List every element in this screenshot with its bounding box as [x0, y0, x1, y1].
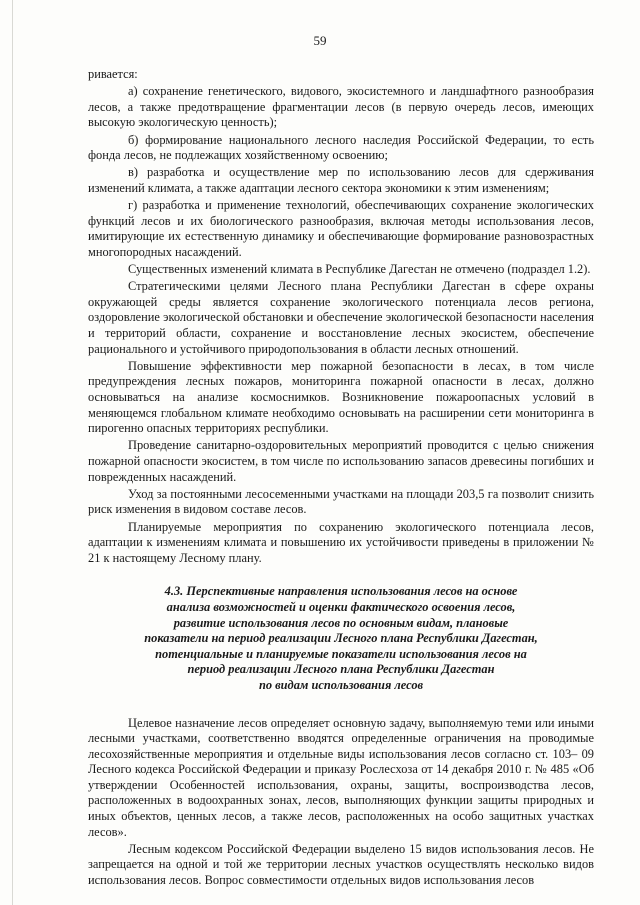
section-heading: [88, 584, 594, 693]
section-heading-line: анализа возможностей и оценки фактического освоения лесов,: [166, 599, 516, 614]
section-heading-line: период реализации Лесного плана Республики Дагестан: [187, 662, 495, 677]
paragraph: Повышение эффективности мер пожарной безопасности в лесах, в том числе предупреждения лесных пожаров, мониторинга пожарной опасности в лесах, должно основываться на анализе космоснимков. Возникновение пожароопасных условий в меняющемся глобальном климате необходимо основывать на расширении сети мониторинга в пирогенно опасных территориях республики.: [88, 358, 594, 436]
page-number: 59: [313, 33, 327, 48]
paragraph: а) сохранение генетического, видового, экосистемного и ландшафтного разнообразия лесов, а также предотвращение фрагментации лесов (в первую очередь лесов, имеющих высокую экологическую ценность);: [88, 84, 594, 130]
section-heading-line: 4.3. Перспективные направления использования лесов на основе: [164, 584, 518, 599]
document-body: [88, 67, 594, 890]
paragraph: Стратегическими целями Лесного плана Республики Дагестан в сфере охраны окружающей среды является сохранение экологического потенциала лесов региона, оздоровление экологической обстановки и обеспечение экологической безопасности населения и территорий области, сохранение и восстановление лесных экосистем, обеспечение рационального и устойчивого природопользования в области лесных отношений.: [88, 279, 594, 356]
paragraph: Целевое назначение лесов определяет основную задачу, выполняемую теми или иными лесными участками, соответственно вводятся определенные ограничения на проводимые лесохозяйственные мероприятия и отдельные виды использования лесов согласно ст. 103– 09 Лесного кодекса Российской Федерации и приказу Рослесхоза от 14 декабря 2010 г. № 485 «Об утверждении Особенностей использования, охраны, защиты, воспроизводства лесов, расположенных в водоохранных зонах, лесов, выполняющих функции защиты природных и иных объектов, ценных лесов, а также лесов, расположенных на особо защитных участках лесов».: [88, 715, 594, 839]
page-edge: [12, 0, 13, 905]
paragraph: Существенных изменений климата в Республике Дагестан не отмечено (подраздел 1.2).: [128, 262, 591, 277]
paragraphs-bottom: [88, 716, 594, 889]
paragraph: ривается:: [88, 67, 138, 81]
paragraph: в) разработка и осуществление мер по использованию лесов для сдерживания изменений климата, а также адаптации лесного сектора экономики к этим изменениям;: [88, 165, 594, 195]
paragraph: г) разработка и применение технологий, обеспечивающих сохранение экологических функций лесов и их биологического разнообразия, включая методы использования лесов, имитирующие их естественную динамику и обеспечивающие формирование разновозрастных многопородных насаждений.: [88, 198, 594, 259]
paragraph: Планируемые мероприятия по сохранению экологического потенциала лесов, адаптации к изменениям климата и повышению их устойчивости приведены в приложении № 21 к настоящему Лесному плану.: [88, 519, 594, 565]
section-heading-line: показатели на период реализации Лесного плана Республики Дагестан,: [144, 631, 538, 646]
paragraph: Лесным кодексом Российской Федерации выделено 15 видов использования лесов. Не запрещается на одной и той же территории лесных участков осуществлять несколько видов использования лесов. Вопрос совместимости отдельных видов использования лесов: [88, 841, 594, 888]
paragraph: Проведение санитарно-оздоровительных мероприятий проводится с целью снижения пожарной опасности экосистем, в том числе по использованию запасов древесины погибших и поврежденных насаждений.: [88, 438, 594, 484]
section-heading-line: по видам использования лесов: [258, 677, 424, 692]
paragraph: Уход за постоянными лесосеменными участками на площади 203,5 га позволит снизить риск изменения в видовом составе лесов.: [88, 486, 594, 517]
paragraphs-top: [88, 67, 594, 566]
section-heading-line: развитие использования лесов по основным видам, плановые: [173, 615, 509, 630]
paragraph: б) формирование национального лесного наследия Российской Федерации, то есть фонда лесов, не подлежащих хозяйственному освоению;: [88, 132, 594, 163]
section-heading-line: потенциальные и планируемые показатели использования лесов на: [155, 646, 527, 661]
